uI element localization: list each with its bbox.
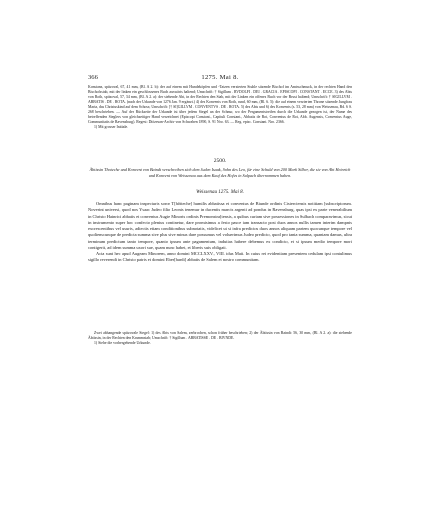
seal-notes-text: Zwei abhangende spitzovale Siegel: 1) des Abts von Salem, zerbrochen, schon früher beschrieben; 2) der Äbtissin von Baindt: 56, 30 mm, (Bl. A 2. a): die stehende Äbtissin, in der Rechten den Krummstab; Umschrift: † Sigillum . ABBATISSE . DE . BIVNDE.: [88, 331, 352, 341]
document-number: 2500.: [213, 158, 227, 164]
charter-paragraph-1: Omnibus hanc paginam inspecturis soror T[hôtteche] humilis abbatissa et conventus de Biunde ordinis Cisterciensis notitiam [subscriptorum. Noverint universi, quod nos Ysaac Judeo filio Leonis tenemur in ducentis marcis argenti ad pondus in Ravensburg, quas ipsi ex parte venerabilium in Christo Hainrici abbatis et conventus Augie Minoris ordinis Premonstra[tensis, a quibus curiam sive possessiones in Sulbach comparavimus, sicut in instrumento super hoc confecto plenius continetur, dare promisimus a festo pasce iam transacto post duos annos nullis tamen interim dampnis excrescentibus vel usuris, adiectis etiam conditionibus subnotatis, videlicet ut si infra predictos duos annos aliquam partem quocunque tempore vel quolienscunque de predicta summa sive plus sive minus dare possumus vel voluerimus Judeo predicto, quod pro tanta summa, quantam damus, ultra terminum predictum tanto tempore, quanto ipsum ante pagamentum, indutias habere debemus ex condicto, et si ipsum medio tempore mori contigerit, ad idem summa uxori sue, quam nunc habet, et liberis suis obligati.: [88, 201, 352, 250]
running-header: [88, 73, 352, 83]
notes-footnote: 1) Siehe die vorhergehende Urkunde.: [94, 341, 151, 346]
seal-notes: [88, 331, 352, 346]
charter-text: [88, 201, 352, 264]
place-and-date: Weissenau 1275. Mai 8.: [196, 190, 244, 195]
page-number: 366: [88, 74, 98, 81]
document-summary: Äbtissin Thoteche und Konvent von Baindt verschreiben sich dem Juden Isaak, Sohn des Leo, für eine Schuld von 200 Mark Silber, die sie von Abt Heinrich und Konvent von Weissenau aus dem Kauf des Hofes in Sulpach übernommen haben.: [89, 167, 351, 179]
seal-footnote: 1) Mit grosser Initiale.: [94, 125, 129, 130]
charter-paragraph-2: Acta sunt hec apud Augeam Minorem, anno domini MCCLXXV., VIII. idus Maii. In cuius rei evidentiam presentem cedulam ipsi contulimus sigillo reverendi in Christo patris et domini Eber[hardi] abbatis de Salem et nostro communitam.: [88, 251, 352, 263]
seal-description-text: Konstanz, spitzoval, 67, 41 mm, (Bl. A 2. b): der auf einem mit Hundeköpfen und -Tatzen verzierten Stuhle sitzende Bischof im Amtsschmuck, in der rechten Hand den Bischofsstab, mit der linken ein geschlossenes Buch auswärts haltend; Umschrift: † Sigillum . RVDOLFI . DEI . GRACIA . EPISCOPI . CONSTANT . ECCE. 3) des Abts von Roth, spitzoval, 57, 34 mm, (Bl. A 2. a): der stehende Abt, in der Rechten den Stab, mit der Linken ein offenes Buch vor der Brust haltend; Umschrift: † SIGILLVM . ABBATIS . DE . ROTA. (nach der Urkunde von 1276 Jan. 9 ergänzt.) 4) des Konvents von Roth, rund, 60 mm, (Bl. 6. 5): die auf einem verzierten Throne sitzende Jungfrau Maria, das Christuskind auf dem Schoss; Umschrift: [† SI]GILLVM . CONVENTVS . DE . ROTA. 5) des Abts und 6) des Konvents (s. 53, 28 mm) von Weissenau, Bd. 6 S. 268 beschrieben. — Auf der Rückseite der Urkunde ist über jedem Siegel an der Schnur, wo der Pergamentstreifen durch die Urkunde gezogen ist, der Name des betreffenden Sieglers von gleichzeitiger Hand verzeichnet (Episcopi Constant., Capituli Constant., Abbatis de Rot, Conventus de Rot, Abb. Augensis, Conventus Auge, Communitatis de Ravensburg). Regest: Diözesan-Archiv von Schwaben 1890, S. 91 Nro. 63. — Reg. episc. Constant. Nro. 2366.: [88, 85, 352, 125]
seal-description-block: [88, 85, 352, 130]
header-date: 1275. Mai 8.: [201, 74, 239, 81]
